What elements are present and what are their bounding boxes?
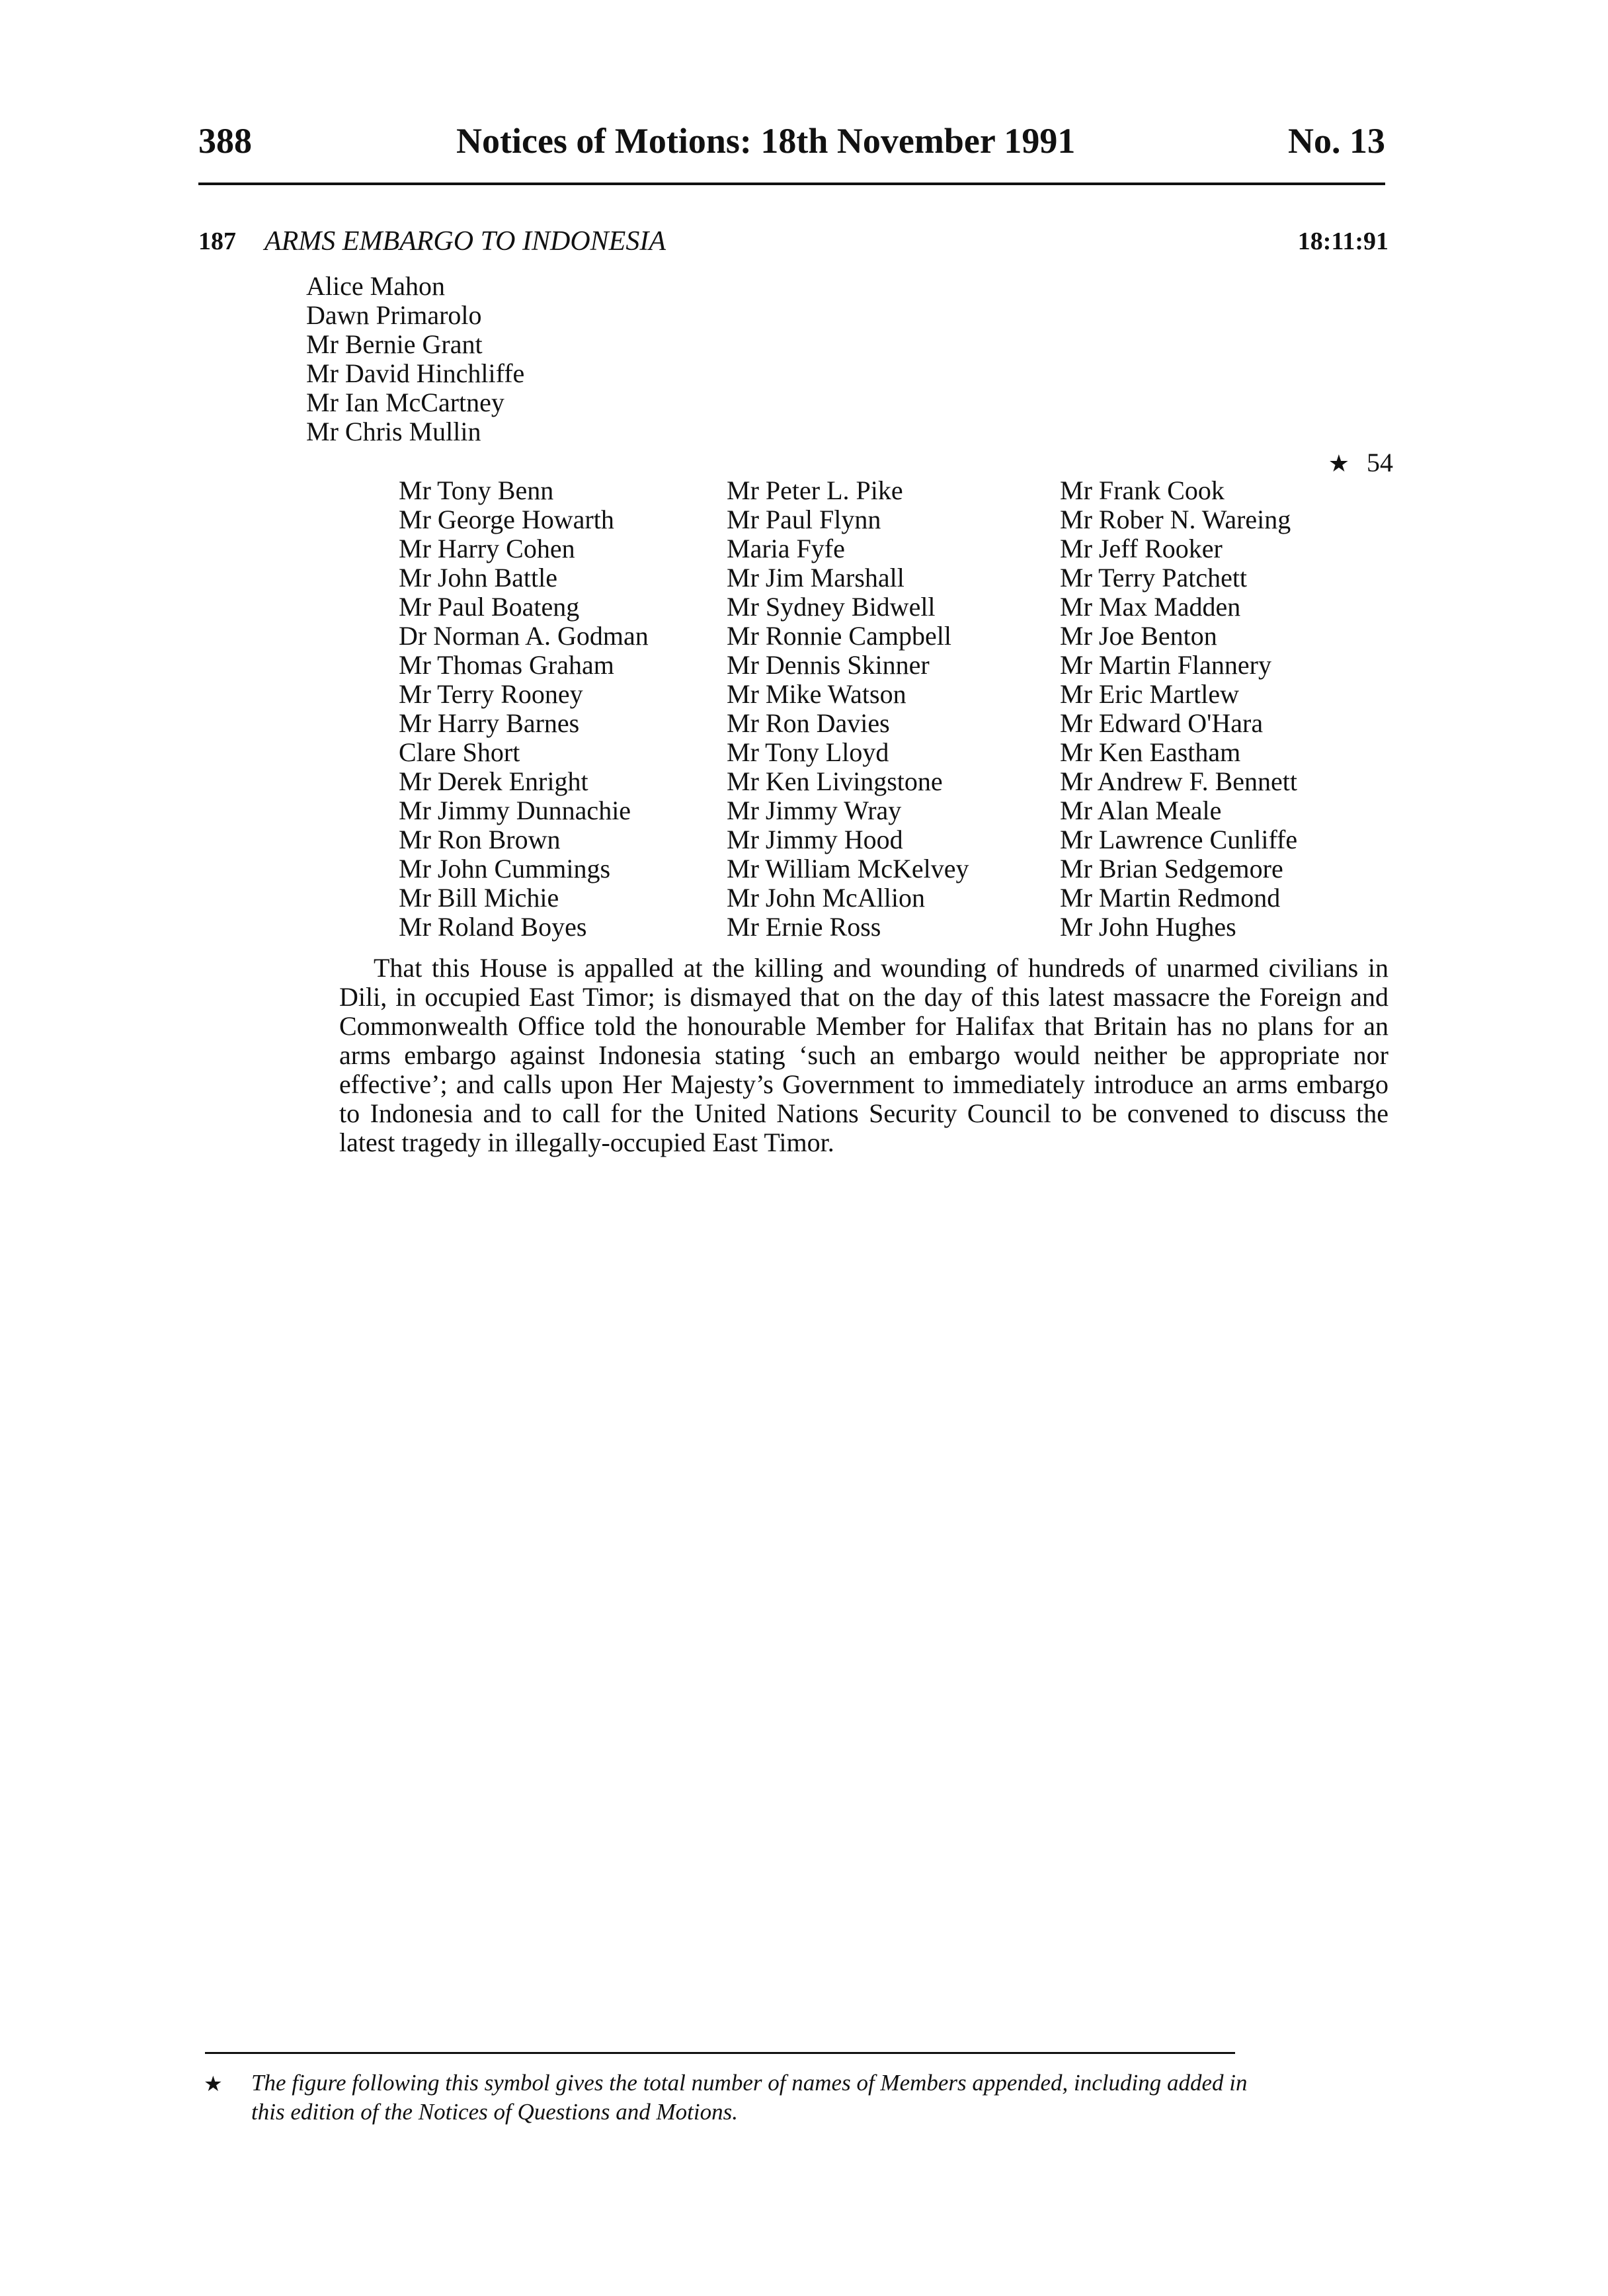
supporter-name: Mr Ernie Ross (727, 912, 881, 942)
motion-text: That this House is appalled at the killing and wounding of hundreds of unarmed civilians in Dili, in occupied East Timor; is dismayed that on the day of this latest massacre the Foreign and Commonwealth Office told the honourable Member for Halifax that Britain has no plans for an arms embargo against Indonesia stating ‘such an embargo would neither be appropriate nor effective’; and calls upon Her Majesty’s Government to immediately introduce an arms embargo to Indonesia and to call for the United Nations Security Council to be convened to discuss the latest tragedy in illegally-occupied East Timor. (339, 953, 1388, 1157)
sponsor-name: Mr Bernie Grant (306, 329, 483, 359)
supporter-name: Mr John Hughes (1060, 912, 1236, 942)
supporter-name: Mr Sydney Bidwell (727, 592, 936, 622)
page-number: 388 (198, 121, 252, 161)
supporter-name: Mr Jimmy Dunnachie (399, 796, 631, 825)
motion-date: 18:11:91 (1297, 227, 1388, 255)
star-icon: ★ (204, 2072, 223, 2096)
supporter-name: Mr Ronnie Campbell (727, 621, 951, 651)
supporter-name: Mr Paul Flynn (727, 505, 881, 534)
supporter-name: Mr Tony Benn (399, 475, 554, 505)
supporter-name: Dr Norman A. Godman (399, 621, 649, 651)
supporter-name: Mr Alan Meale (1060, 796, 1222, 825)
supporter-name: Mr Martin Redmond (1060, 883, 1281, 913)
star-icon: ★ (1328, 450, 1349, 477)
supporter-name: Mr Brian Sedgemore (1060, 854, 1283, 883)
supporter-name: Mr Frank Cook (1060, 475, 1225, 505)
motion-title: ARMS EMBARGO TO INDONESIA (264, 226, 666, 257)
supporter-name: Mr Jim Marshall (727, 563, 904, 593)
supporter-column-2 (727, 476, 969, 942)
supporter-column-3 (1060, 476, 1297, 942)
supporter-name: Mr Jimmy Wray (727, 796, 902, 825)
supporter-name: Mr Rober N. Wareing (1060, 505, 1291, 534)
supporter-name: Mr Roland Boyes (399, 912, 587, 942)
supporter-name: Mr Lawrence Cunliffe (1060, 825, 1298, 854)
sponsor-name: Mr David Hinchliffe (306, 358, 525, 388)
supporter-name: Mr Terry Rooney (399, 679, 583, 709)
supporter-name: Mr Ron Brown (399, 825, 561, 854)
supporter-name: Mr Ron Davies (727, 708, 890, 738)
supporter-name: Mr Ken Livingstone (727, 766, 943, 796)
supporter-name: Mr Paul Boateng (399, 592, 580, 622)
supporter-name: Mr Mike Watson (727, 679, 906, 709)
header-rule (198, 183, 1385, 185)
supporter-name: Mr Dennis Skinner (727, 650, 930, 680)
sponsor-name: Dawn Primarolo (306, 300, 482, 330)
supporter-name: Mr William McKelvey (727, 854, 969, 883)
supporter-name: Mr Joe Benton (1060, 621, 1217, 651)
supporter-name: Mr Martin Flannery (1060, 650, 1271, 680)
sponsor-name: Alice Mahon (306, 271, 445, 301)
supporter-name: Mr Max Madden (1060, 592, 1241, 622)
sponsor-name: Mr Ian McCartney (306, 388, 504, 417)
supporter-name: Clare Short (399, 737, 520, 767)
supporter-name: Mr Jeff Rooker (1060, 534, 1223, 563)
supporter-name: Mr Edward O'Hara (1060, 708, 1264, 738)
supporter-name: Mr Bill Michie (399, 883, 559, 913)
supporter-name: Mr Andrew F. Bennett (1060, 766, 1297, 796)
supporter-count (1328, 450, 1393, 476)
supporter-name: Mr Jimmy Hood (727, 825, 903, 854)
supporter-name: Mr Tony Lloyd (727, 737, 889, 767)
supporter-name: Mr Harry Barnes (399, 708, 580, 738)
footnote-rule (205, 2052, 1235, 2054)
supporter-name: Mr Peter L. Pike (727, 475, 903, 505)
supporter-name: Mr Ken Eastham (1060, 737, 1241, 767)
motion-number: 187 (198, 227, 236, 255)
supporter-name: Mr George Howarth (399, 505, 614, 534)
footnote-text: The figure following this symbol gives the total number of names of Members appended, including added in this edition of the Notices of Questions and Motions. (251, 2070, 1248, 2125)
supporter-name: Maria Fyfe (727, 534, 845, 563)
supporter-column-1 (399, 476, 649, 942)
supporter-name: Mr Harry Cohen (399, 534, 575, 563)
supporter-name: Mr Eric Martlew (1060, 679, 1240, 709)
sponsor-list (306, 272, 524, 446)
supporter-name: Mr Derek Enright (399, 766, 588, 796)
sponsor-name: Mr Chris Mullin (306, 417, 481, 446)
supporter-name: Mr Thomas Graham (399, 650, 614, 680)
supporter-name: Mr John Battle (399, 563, 557, 593)
supporter-total: 54 (1367, 448, 1393, 477)
supporter-name: Mr Terry Patchett (1060, 563, 1248, 593)
supporter-name: Mr John McAllion (727, 883, 925, 913)
issue-number: No. 13 (1288, 121, 1385, 161)
supporter-name: Mr John Cummings (399, 854, 611, 883)
running-title: Notices of Motions: 18th November 1991 (456, 121, 1076, 161)
